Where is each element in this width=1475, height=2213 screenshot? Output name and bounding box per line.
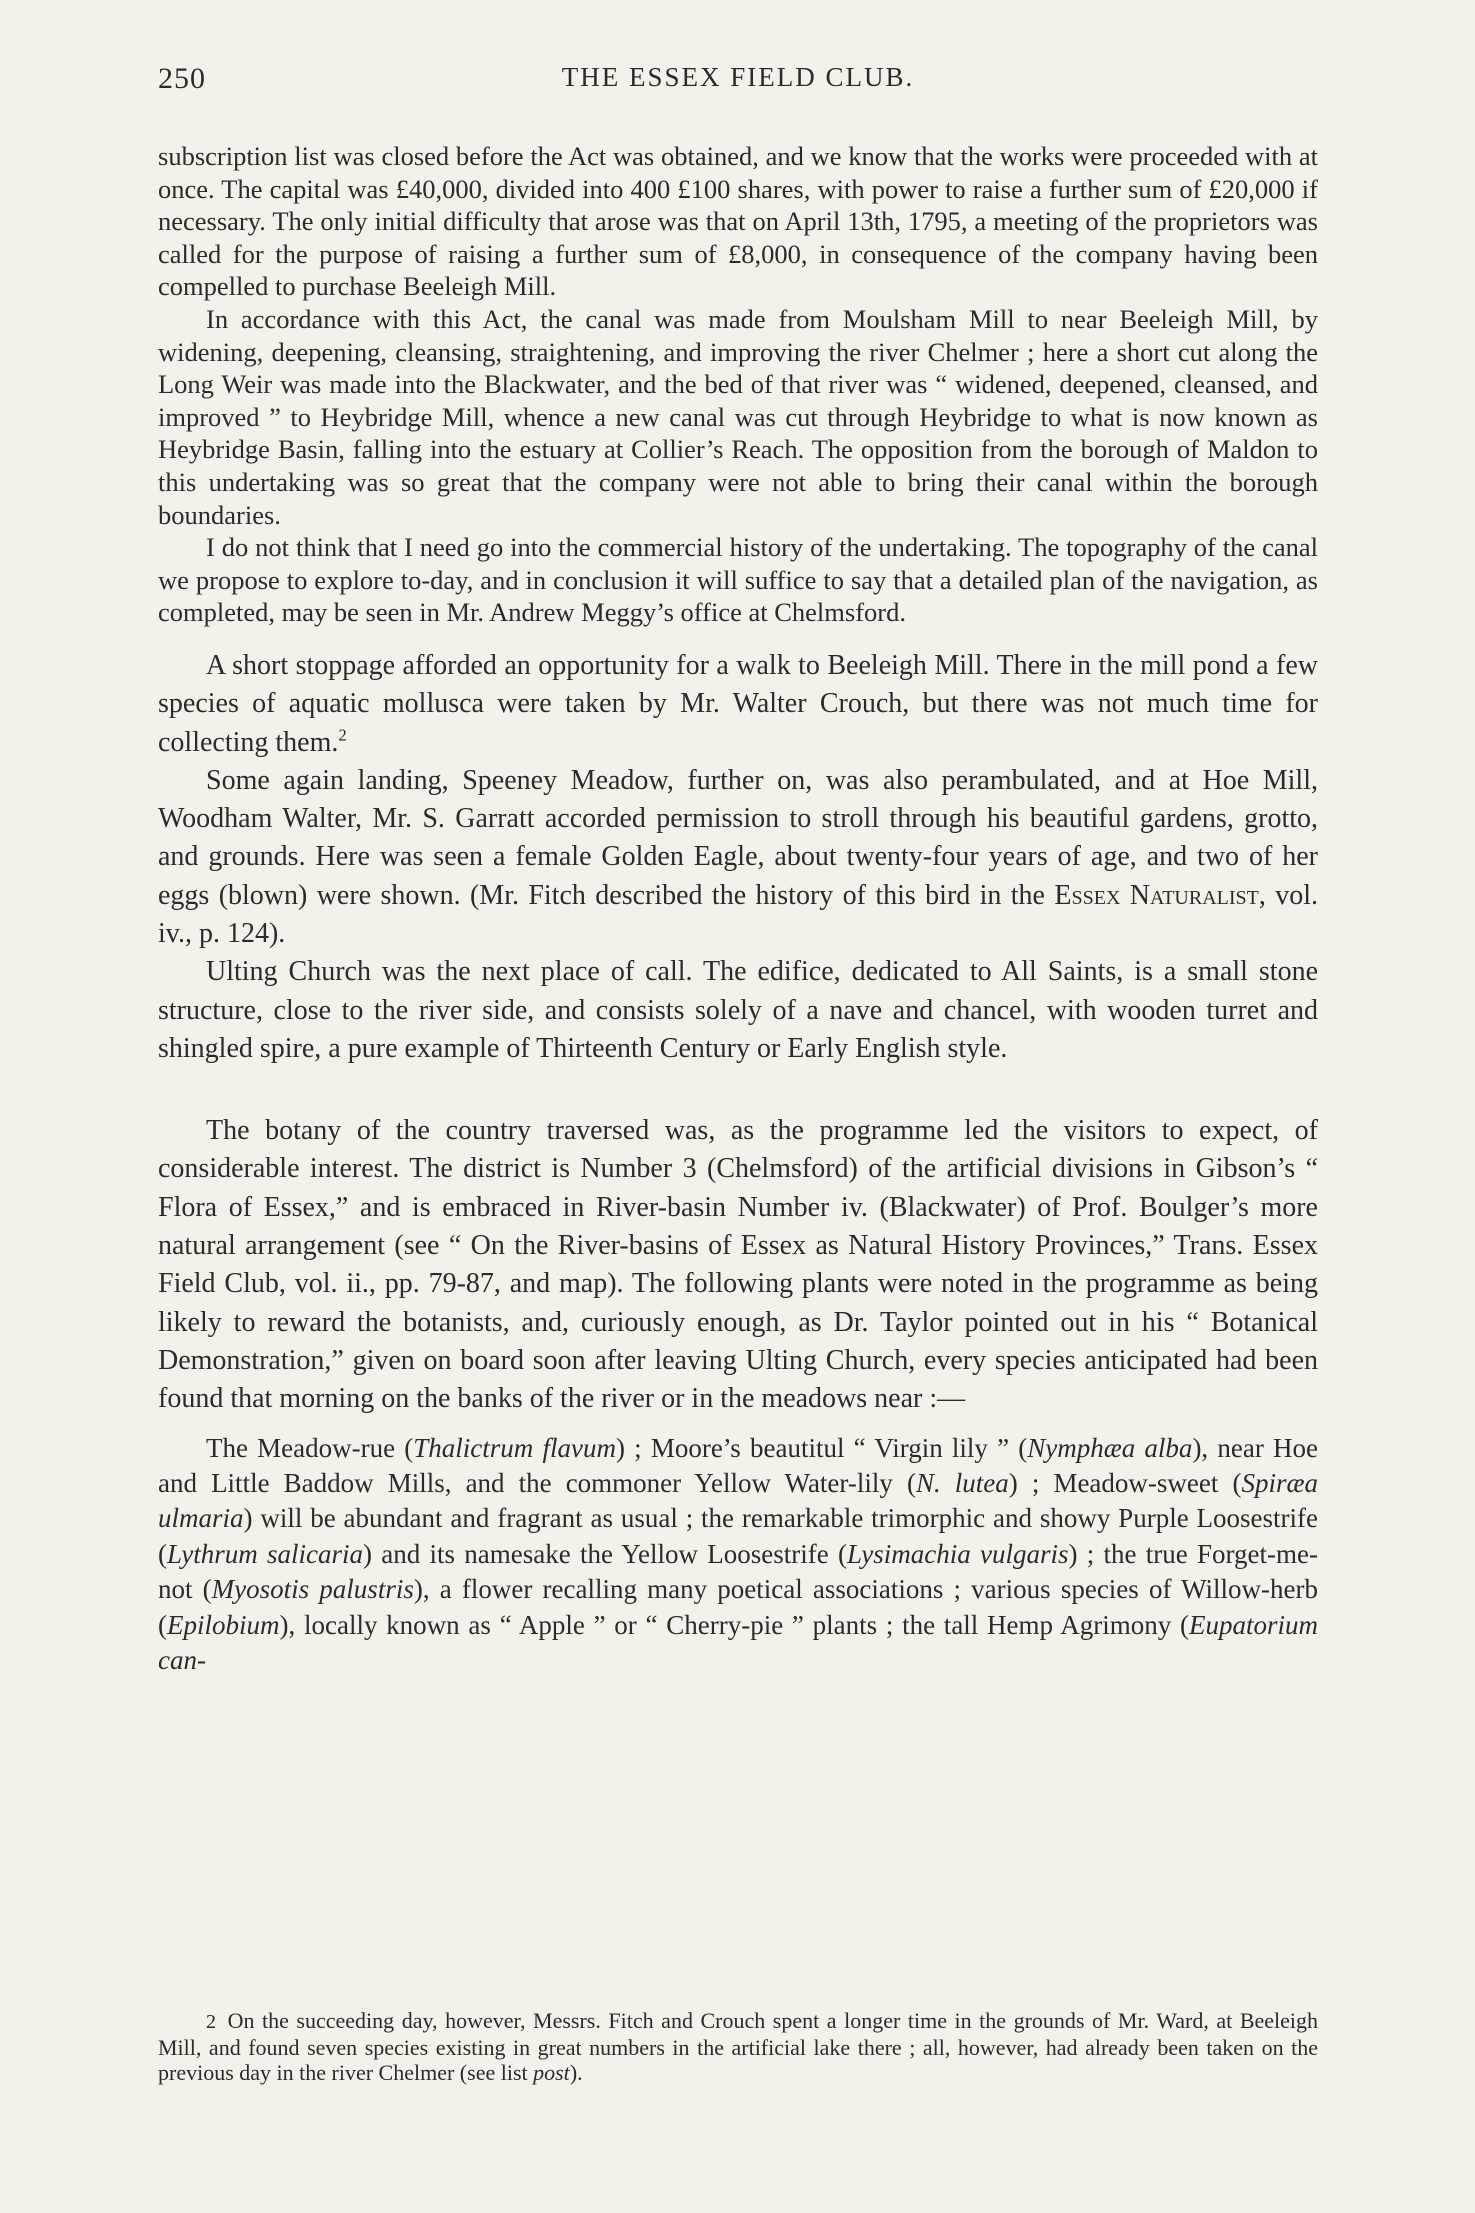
species-name: Lythrum salicaria xyxy=(167,1538,363,1569)
body-text xyxy=(158,140,1318,1678)
paragraph: subscription list was closed before the Act was obtained, and we know that the works were proceeded with at once. The capital was £40,000, divided into 400 £100 shares, with power to raise a further sum of £20,000 if necessary. The only initial difficulty that arose was that on April 13th, 1795, a meeting of the proprietors was called for the purpose of raising a further sum of £8,000, in consequence of the company having been compelled to purchase Beeleigh Mill. xyxy=(158,141,1318,302)
species-name: Spiræa ulmaria xyxy=(158,1467,1318,1534)
paragraph: Ulting Church was the next place of call. The edifice, dedicated to All Saints, is a small stone structure, close to the river side, and consists solely of a nave and chancel, with wooden turret and shingled spire, a pure example of Thirteenth Century or Early English style. xyxy=(158,956,1318,1064)
paragraph: Some again landing, Speeney Meadow, further on, was also perambulated, and at Hoe Mill, Woodham Walter, Mr. S. Garratt accorded permission to stroll through his beautiful gardens, grotto, and grounds. Here was seen a female Golden Eagle, about twenty-four years of age, and two of her eggs (blown) were shown. (Mr. Fitch described the history of this bird in the Essex Naturalist, vol. iv., p. 124). xyxy=(158,764,1319,949)
paragraph: The Meadow-rue (Thalictrum flavum) ; Moore’s beautitul “ Virgin lily ” (Nymphæa alba), near Hoe and Little Baddow Mills, and the commoner Yellow Water-lily (N. lutea) ; Meadow-sweet (Spiræa ulmaria) will be abundant and fragrant as usual ; the remarkable trimorphic and showy Purple Loosestrife (Lythrum salicaria) and its namesake the Yellow Loosestrife (Lysimachia vulgaris) ; the true Forget-me-not (Myosotis palustris), a flower recalling many poetical associations ; various species of Willow-herb (Epilobium), locally known as “ Apple ” or “ Cherry-pie ” plants ; the tall Hemp Agrimony (Eupatorium can- xyxy=(158,1432,1318,1675)
page-header xyxy=(158,62,1318,102)
plant-list-section xyxy=(158,1431,1318,1679)
paragraph: The botany of the country traversed was, as the programme led the visitors to expect, of considerable interest. The district is Number 3 (Chelmsford) of the artificial divisions in Gibson’s “ Flora of Essex,” and is embraced in River-basin Number iv. (Blackwater) of Prof. Boulger’s more natural arrangement (see “ On the River-basins of Essex as Natural History Provinces,” Trans. Essex Field Club, vol. ii., pp. 79-87, and map). The following plants were noted in the programme as being likely to reward the botanists, and, curiously enough, as Dr. Taylor pointed out in his “ Botanical Demonstration,” given on board soon after leaving Ulting Church, every species anticipated had been found that morning on the banks of the river or in the meadows near :— xyxy=(158,1115,1318,1415)
species-name: Lysimachia vulgaris xyxy=(847,1538,1069,1569)
species-name: Thalictrum flavum xyxy=(413,1432,616,1463)
journal-name: Essex Naturalist xyxy=(1054,879,1259,911)
page-number: 250 xyxy=(158,62,206,95)
canal-history-section xyxy=(158,140,1318,629)
species-name: Nymphæa alba xyxy=(1027,1432,1193,1463)
species-name: N. lutea xyxy=(915,1467,1009,1498)
paragraph: I do not think that I need go into the commercial history of the undertaking. The topography of the canal we propose to explore to-day, and in conclusion it will suffice to say that a detailed plan of the navigation, as completed, may be seen in Mr. Andrew Meggy’s office at Chelmsford. xyxy=(158,532,1318,628)
footnote-ref: 2 xyxy=(338,725,347,745)
excursion-section xyxy=(158,647,1318,1068)
footnote: 2 On the succeeding day, however, Messrs. Fitch and Crouch spent a longer time in the grounds of Mr. Ward, at Beeleigh Mill, and found seven species existing in great numbers in the artificial lake there ; all, however, had already been taken on the previous day in the river Chelmer (see list post). xyxy=(158,2008,1319,2085)
botany-section xyxy=(158,1112,1318,1418)
running-title: THE ESSEX FIELD CLUB. xyxy=(561,62,915,92)
paragraph: A short stoppage afforded an opportunity for a walk to Beeleigh Mill. There in the mill pond a few species of aquatic mollusca were taken by Mr. Walter Crouch, but there was not much time for collecting them.$^2$ xyxy=(158,649,1318,758)
species-name: Myosotis palustris xyxy=(211,1574,414,1605)
species-name: Epilobium xyxy=(167,1609,280,1640)
species-name: Eupatorium can- xyxy=(158,1609,1318,1675)
footnote-number: 2 xyxy=(206,2011,216,2033)
paragraph: In accordance with this Act, the canal was made from Moulsham Mill to near Beeleigh Mill, by widening, deepening, cleansing, straightening, and improving the river Chelmer ; here a short cut along the Long Weir was made into the Blackwater, and the bed of that river was “ widened, deepened, cleansed, and improved ” to Heybridge Mill, whence a new canal was cut through Heybridge to what is now known as Heybridge Basin, falling into the estuary at Collier’s Reach. The opposition from the borough of Maldon to this undertaking was so great that the company were not able to bring their canal within the borough boundaries. xyxy=(158,303,1318,530)
